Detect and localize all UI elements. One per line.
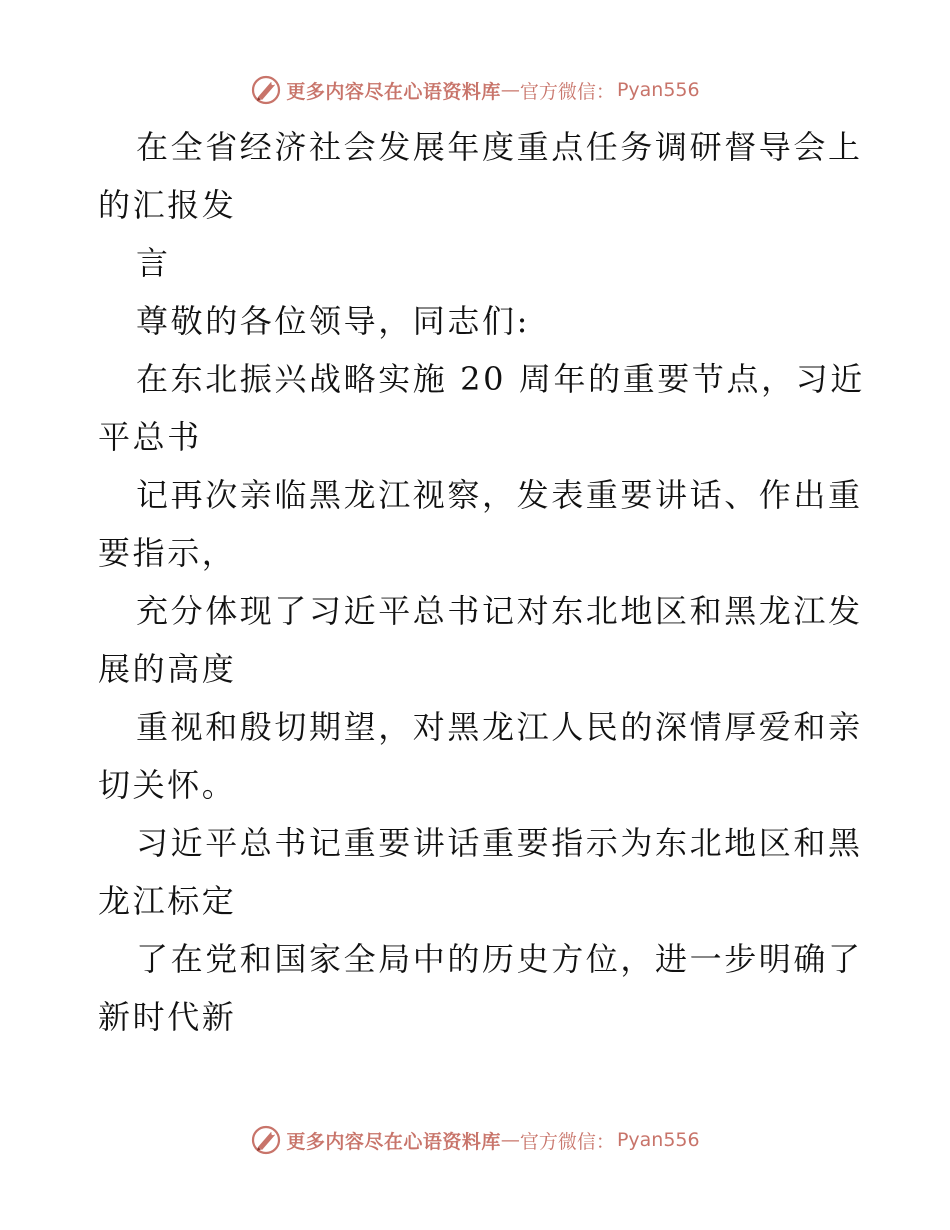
paragraph-line: 重视和殷切期望，对黑龙江人民的深情厚爱和亲 (136, 708, 863, 746)
paragraph-line: 切关怀。 (98, 766, 237, 804)
watermark-wechat-id: Pyan556 (616, 79, 700, 101)
salutation: 尊敬的各位领导，同志们: (136, 302, 530, 340)
watermark-separator: — (500, 1129, 520, 1151)
paragraph-line: 要指示， (98, 534, 237, 572)
title-line-2: 的汇报发 (98, 186, 237, 224)
watermark-banner-bottom (0, 1122, 950, 1158)
watermark-separator: — (500, 79, 520, 101)
paragraph-line: 在东北振兴战略实施 20 周年的重要节点，习近 (136, 360, 865, 398)
pen-circle-logo-icon (250, 74, 282, 106)
paragraph-line: 习近平总书记重要讲话重要指示为东北地区和黑 (136, 824, 863, 862)
watermark-brand: 更多内容尽在心语资料库 (286, 80, 501, 103)
watermark-banner-top (0, 72, 950, 108)
paragraph-line: 了在党和国家全局中的历史方位，进一步明确了 (136, 940, 863, 978)
title-line-3: 言 (136, 244, 171, 282)
watermark-wechat-label: 官方微信： (519, 1130, 615, 1153)
watermark-brand: 更多内容尽在心语资料库 (286, 1130, 501, 1153)
title-line-1: 在全省经济社会发展年度重点任务调研督导会上 (136, 128, 863, 166)
watermark-wechat-id: Pyan556 (616, 1129, 700, 1151)
pen-circle-logo-icon (250, 1124, 282, 1156)
paragraph-line: 记再次亲临黑龙江视察，发表重要讲话、作出重 (136, 476, 863, 514)
document-body (98, 118, 865, 1046)
watermark-wechat-label: 官方微信： (519, 80, 615, 103)
paragraph-line: 平总书 (98, 418, 202, 456)
paragraph-line: 充分体现了习近平总书记对东北地区和黑龙江发 (136, 592, 863, 630)
paragraph-line: 新时代新 (98, 998, 237, 1036)
paragraph-line: 龙江标定 (98, 882, 237, 920)
paragraph-line: 展的高度 (98, 650, 237, 688)
